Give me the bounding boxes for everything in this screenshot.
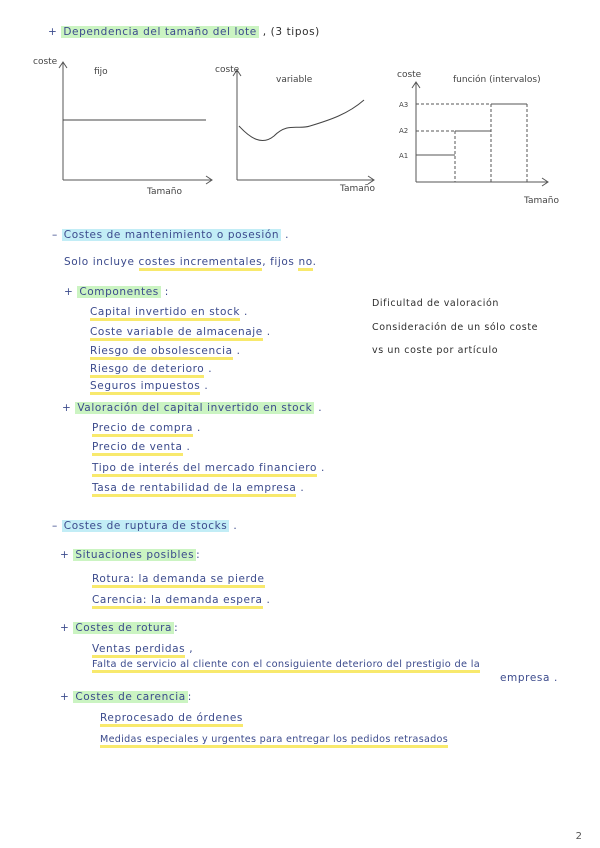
holding-costs-note: [64, 256, 317, 268]
graph2-ylabel: coste: [215, 65, 240, 75]
note-part: .: [312, 256, 317, 268]
rotura-text: Falta de servicio al cliente con el consiguiente deterioro del prestigio de la: [92, 659, 480, 673]
rotura-item: Ventas perdidas ,: [92, 643, 193, 655]
graph3-level-a1: A1: [399, 152, 409, 160]
component-item: Riesgo de deterioro .: [90, 363, 212, 375]
section-stockout-costs: – Costes de ruptura de stocks .: [52, 520, 238, 532]
valuation-text: Precio de venta: [92, 441, 183, 456]
graph-variable: [233, 70, 374, 184]
bullet: +: [60, 549, 74, 561]
component-item: Coste variable de almacenaje .: [90, 326, 271, 338]
component-item: Capital invertido en stock .: [90, 306, 248, 318]
component-text: Riesgo de obsolescencia: [90, 345, 233, 360]
bullet: +: [60, 691, 74, 703]
note-part: Solo incluye: [64, 256, 135, 268]
side-note: Dificultad de valoración: [372, 298, 500, 309]
carencia-text: Medidas especiales y urgentes para entregar los pedidos retrasados: [100, 734, 448, 748]
valuation-item: Tasa de rentabilidad de la empresa .: [92, 482, 304, 494]
component-text: Riesgo de deterioro: [90, 363, 204, 378]
graph3-ylabel: coste: [397, 70, 422, 80]
heading-text: Dependencia del tamaño del lote: [63, 26, 257, 38]
components-heading: [64, 286, 169, 298]
section-title: Costes de mantenimiento o posesión: [63, 229, 280, 241]
variable-cost-curve: [239, 100, 364, 141]
carencia-item: [100, 734, 448, 745]
page-number: 2: [575, 831, 582, 842]
graph-step: [412, 82, 548, 186]
valuation-heading: + Valoración del capital invertido en stock .: [62, 402, 323, 414]
carencia-title: Costes de carencia: [75, 691, 186, 703]
bullet: +: [64, 286, 78, 298]
situation-text: Rotura: la demanda se pierde: [92, 573, 265, 588]
situations-heading: + Situaciones posibles :: [60, 549, 201, 561]
rotura-title: Costes de rotura: [75, 622, 173, 634]
side-note: Consideración de un sólo coste: [372, 322, 539, 333]
component-text: Seguros impuestos: [90, 380, 200, 395]
valuation-text: Tipo de interés del mercado financiero: [92, 462, 317, 477]
section-title: Costes de ruptura de stocks: [63, 520, 228, 532]
note-part: , fijos: [262, 256, 295, 268]
bullet: +: [48, 26, 58, 38]
bullet: –: [52, 229, 62, 241]
carencia-heading: + Costes de carencia :: [60, 691, 192, 703]
rotura-item: empresa .: [500, 672, 558, 684]
valuation-item: Tipo de interés del mercado financiero .: [92, 462, 325, 474]
valuation-item: Precio de venta .: [92, 441, 190, 453]
graph2-title: variable: [276, 75, 313, 85]
graph1-ylabel: coste: [33, 57, 58, 67]
graph3-xlabel: Tamaño: [524, 196, 560, 206]
valuation-item: Precio de compra .: [92, 422, 201, 434]
valuation-text: Tasa de rentabilidad de la empresa: [92, 482, 296, 497]
section-holding-costs: [52, 229, 289, 241]
components-title: Componentes: [79, 286, 159, 298]
rotura-item: [92, 659, 480, 670]
valuation-text: Precio de compra: [92, 422, 193, 437]
colon: :: [164, 286, 169, 298]
note-highlight: costes incrementales: [139, 256, 263, 271]
component-item: Seguros impuestos .: [90, 380, 208, 392]
note-highlight: no: [298, 256, 312, 271]
situation-text: Carencia: la demanda espera: [92, 594, 263, 609]
rotura-text: Ventas perdidas: [92, 643, 185, 658]
side-note: vs un coste por artículo: [372, 345, 499, 356]
valuation-title: Valoración del capital invertido en stock: [77, 402, 313, 414]
situations-title: Situaciones posibles: [75, 549, 195, 561]
situation-item: Carencia: la demanda espera .: [92, 594, 270, 606]
bullet: +: [60, 622, 74, 634]
carencia-item: [100, 712, 243, 724]
graph3-level-a2: A2: [399, 127, 409, 135]
rotura-heading: + Costes de rotura :: [60, 622, 179, 634]
bullet: –: [52, 520, 62, 532]
heading-suffix: , (3 tipos): [262, 26, 320, 38]
rotura-text: empresa: [500, 672, 551, 684]
graph3-title: función (intervalos): [453, 75, 541, 85]
cost-graphs: [0, 0, 600, 215]
graph1-xlabel: Tamaño: [147, 187, 183, 197]
component-text: Coste variable de almacenaje: [90, 326, 263, 341]
graph-fixed: [59, 62, 212, 184]
graph1-title: fijo: [94, 67, 108, 77]
period: .: [285, 229, 290, 241]
situation-item: [92, 573, 265, 585]
graph3-level-a3: A3: [399, 101, 409, 109]
bullet: +: [62, 402, 76, 414]
component-text: Capital invertido en stock: [90, 306, 240, 321]
component-item: Riesgo de obsolescencia .: [90, 345, 241, 357]
carencia-text: Reprocesado de órdenes: [100, 712, 243, 727]
graph2-xlabel: Tamaño: [340, 184, 376, 194]
